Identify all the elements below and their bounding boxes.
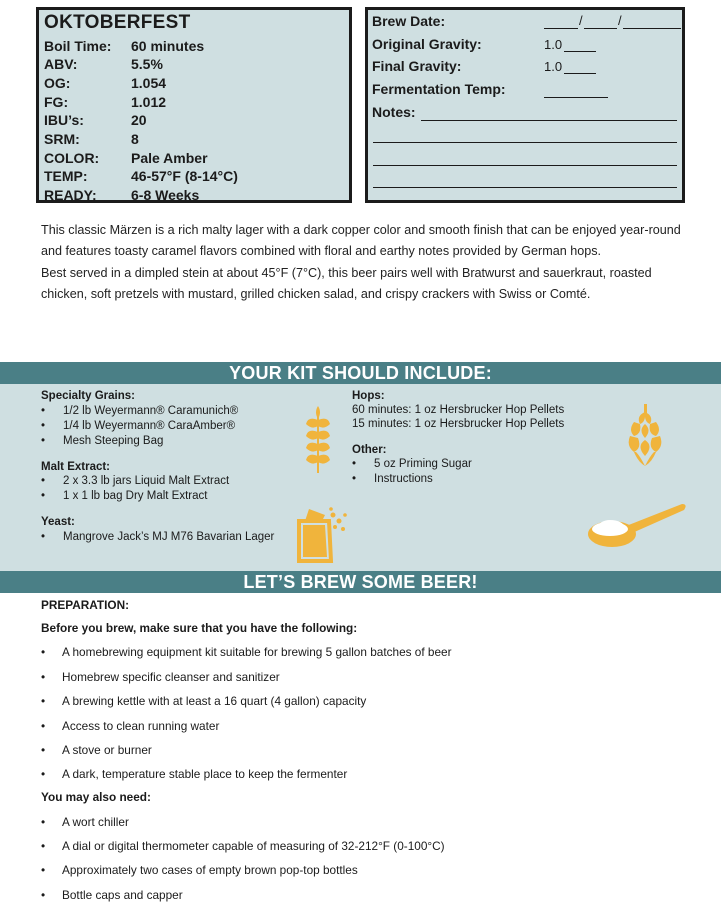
bullet: • [41, 839, 46, 853]
hops-heading: Hops: [352, 390, 385, 402]
bullet: • [41, 694, 46, 708]
list-item [41, 405, 238, 417]
item-text: Access to clean running water [62, 719, 220, 733]
item-text: 2 x 3.3 lb jars Liquid Malt Extract [63, 475, 230, 487]
bullet: • [41, 645, 46, 659]
bullet: • [41, 719, 46, 733]
yeast-heading: Yeast: [41, 516, 75, 528]
spec-value: 6-8 Weeks [131, 187, 200, 203]
notes-line-2[interactable] [373, 142, 677, 143]
list-item: 60 minutes: 1 oz Hersbrucker Hop Pellets [352, 404, 565, 416]
brew-banner: LET’S BREW SOME BEER! [0, 571, 721, 593]
spec-value: Pale Amber [131, 150, 208, 166]
list-item [352, 458, 472, 470]
list-item [41, 670, 280, 684]
malt-extract-heading: Malt Extract: [41, 461, 111, 473]
list-item [41, 719, 219, 733]
original-gravity-prefix: 1.0 [544, 37, 563, 52]
list-item [352, 473, 433, 485]
spec-value: 20 [131, 112, 147, 128]
spec-ready [44, 186, 199, 204]
spec-label: ABV: [44, 56, 78, 72]
bullet: • [41, 767, 46, 781]
item-text: Mesh Steeping Bag [63, 435, 164, 447]
hop-cone-icon [624, 404, 666, 468]
notes-label: Notes: [372, 104, 416, 120]
spec-label: TEMP: [44, 168, 88, 184]
spec-label: SRM: [44, 131, 80, 147]
item-text: Approximately two cases of empty brown pop-top bottles [62, 863, 358, 877]
bullet: • [41, 815, 46, 829]
description-paragraph-2: Best served in a dimpled stein at about 45°F (7°C), this beer pairs well with Bratwurst and sauerkraut, roasted chicken, soft pretzels with mustard, grilled chicken salad, and crispy crackers with Swiss or Comté. [41, 266, 652, 301]
bullet: • [41, 743, 46, 757]
item-text: A stove or burner [62, 743, 152, 757]
list-item: 15 minutes: 1 oz Hersbrucker Hop Pellets [352, 418, 565, 430]
kit-banner: YOUR KIT SHOULD INCLUDE: [0, 362, 721, 384]
spec-value: 8 [131, 131, 139, 147]
description-paragraph-1: This classic Märzen is a rich malty lager with a dark copper color and smooth finish that can be enjoyed year-round and features toasty caramel flavors combined with floral and earthy notes provided by German hops. [41, 223, 681, 258]
spec-value: 5.5% [131, 56, 163, 72]
recipe-title: OKTOBERFEST [44, 12, 191, 33]
spec-value: 1.054 [131, 75, 167, 91]
specialty-grains-heading: Specialty Grains: [41, 390, 135, 402]
preparation-heading: PREPARATION: [41, 598, 130, 612]
bullet: • [41, 475, 46, 487]
bullet: • [41, 863, 46, 877]
spec-label: OG: [44, 75, 71, 91]
notes-line-1[interactable] [421, 120, 677, 121]
item-text: 1 x 1 lb bag Dry Malt Extract [63, 490, 208, 502]
list-item [41, 435, 163, 447]
wheat-grain-icon [300, 402, 336, 474]
item-text: 1/4 lb Weyermann® CaraAmber® [63, 420, 236, 432]
spec-label: FG: [44, 94, 69, 110]
spec-fg [44, 93, 166, 111]
item-text: Bottle caps and capper [62, 888, 183, 902]
brew-date-label: Brew Date: [372, 13, 446, 29]
list-item [41, 743, 152, 757]
list-item [41, 490, 207, 502]
bullet: • [41, 420, 46, 432]
yeast-packet-icon [295, 505, 353, 563]
spec-abv [44, 55, 163, 73]
notes-line-4[interactable] [373, 187, 677, 188]
spec-srm [44, 130, 139, 148]
item-text: A dark, temperature stable place to keep the fermenter [62, 767, 348, 781]
list-item [41, 815, 129, 829]
date-separator: / [618, 13, 622, 28]
other-heading: Other: [352, 444, 387, 456]
fermentation-temp-field[interactable] [544, 97, 608, 98]
item-text: A homebrewing equipment kit suitable for brewing 5 gallon batches of beer [62, 645, 452, 659]
spec-label: Boil Time: [44, 38, 112, 54]
bullet: • [41, 531, 46, 543]
brew-date-field[interactable] [544, 13, 684, 30]
list-item [41, 645, 452, 659]
list-item [41, 888, 183, 902]
item-text: A dial or digital thermometer capable of measuring of 32-212°F (0-100°C) [62, 839, 445, 853]
sugar-spoon-icon [586, 498, 688, 550]
list-item [41, 767, 347, 781]
fermentation-temp-label: Fermentation Temp: [372, 81, 506, 97]
brew-log-box [365, 7, 685, 203]
bullet: • [41, 405, 46, 417]
notes-line-3[interactable] [373, 165, 677, 166]
list-item [41, 839, 445, 853]
original-gravity-label: Original Gravity: [372, 36, 482, 52]
item-text: Homebrew specific cleanser and sanitizer [62, 670, 280, 684]
final-gravity-field[interactable] [544, 58, 604, 75]
spec-value: 1.012 [131, 94, 167, 110]
spec-ibu [44, 111, 147, 129]
spec-value: 60 minutes [131, 38, 205, 54]
bullet: • [41, 670, 46, 684]
spec-temp [44, 167, 238, 185]
bullet: • [41, 888, 46, 902]
list-item [41, 531, 274, 543]
list-item [41, 420, 235, 432]
spec-label: READY: [44, 187, 97, 203]
bullet: • [352, 458, 357, 470]
bullet: • [352, 473, 357, 485]
spec-boil-time [44, 37, 204, 55]
item-text: 1/2 lb Weyermann® Caramunich® [63, 405, 239, 417]
spec-label: IBU’s: [44, 112, 84, 128]
may-also-need-heading: You may also need: [41, 790, 151, 804]
bullet: • [41, 490, 46, 502]
list-item [41, 863, 358, 877]
spec-og [44, 74, 166, 92]
spec-value: 46-57°F (8-14°C) [131, 168, 238, 184]
final-gravity-label: Final Gravity: [372, 58, 462, 74]
item-text: A wort chiller [62, 815, 129, 829]
item-text: A brewing kettle with at least a 16 quart (4 gallon) capacity [62, 694, 367, 708]
bullet: • [41, 435, 46, 447]
final-gravity-prefix: 1.0 [544, 59, 563, 74]
spec-color [44, 149, 208, 167]
spec-label: COLOR: [44, 150, 100, 166]
original-gravity-field[interactable] [544, 36, 604, 53]
item-text: 5 oz Priming Sugar [374, 458, 472, 470]
item-text: Mangrove Jack’s MJ M76 Bavarian Lager [63, 531, 275, 543]
date-separator: / [579, 13, 583, 28]
list-item [41, 475, 229, 487]
item-text: Instructions [374, 473, 433, 485]
before-you-brew-heading: Before you brew, make sure that you have the following: [41, 621, 358, 635]
list-item [41, 694, 366, 708]
recipe-summary-box [36, 7, 352, 203]
